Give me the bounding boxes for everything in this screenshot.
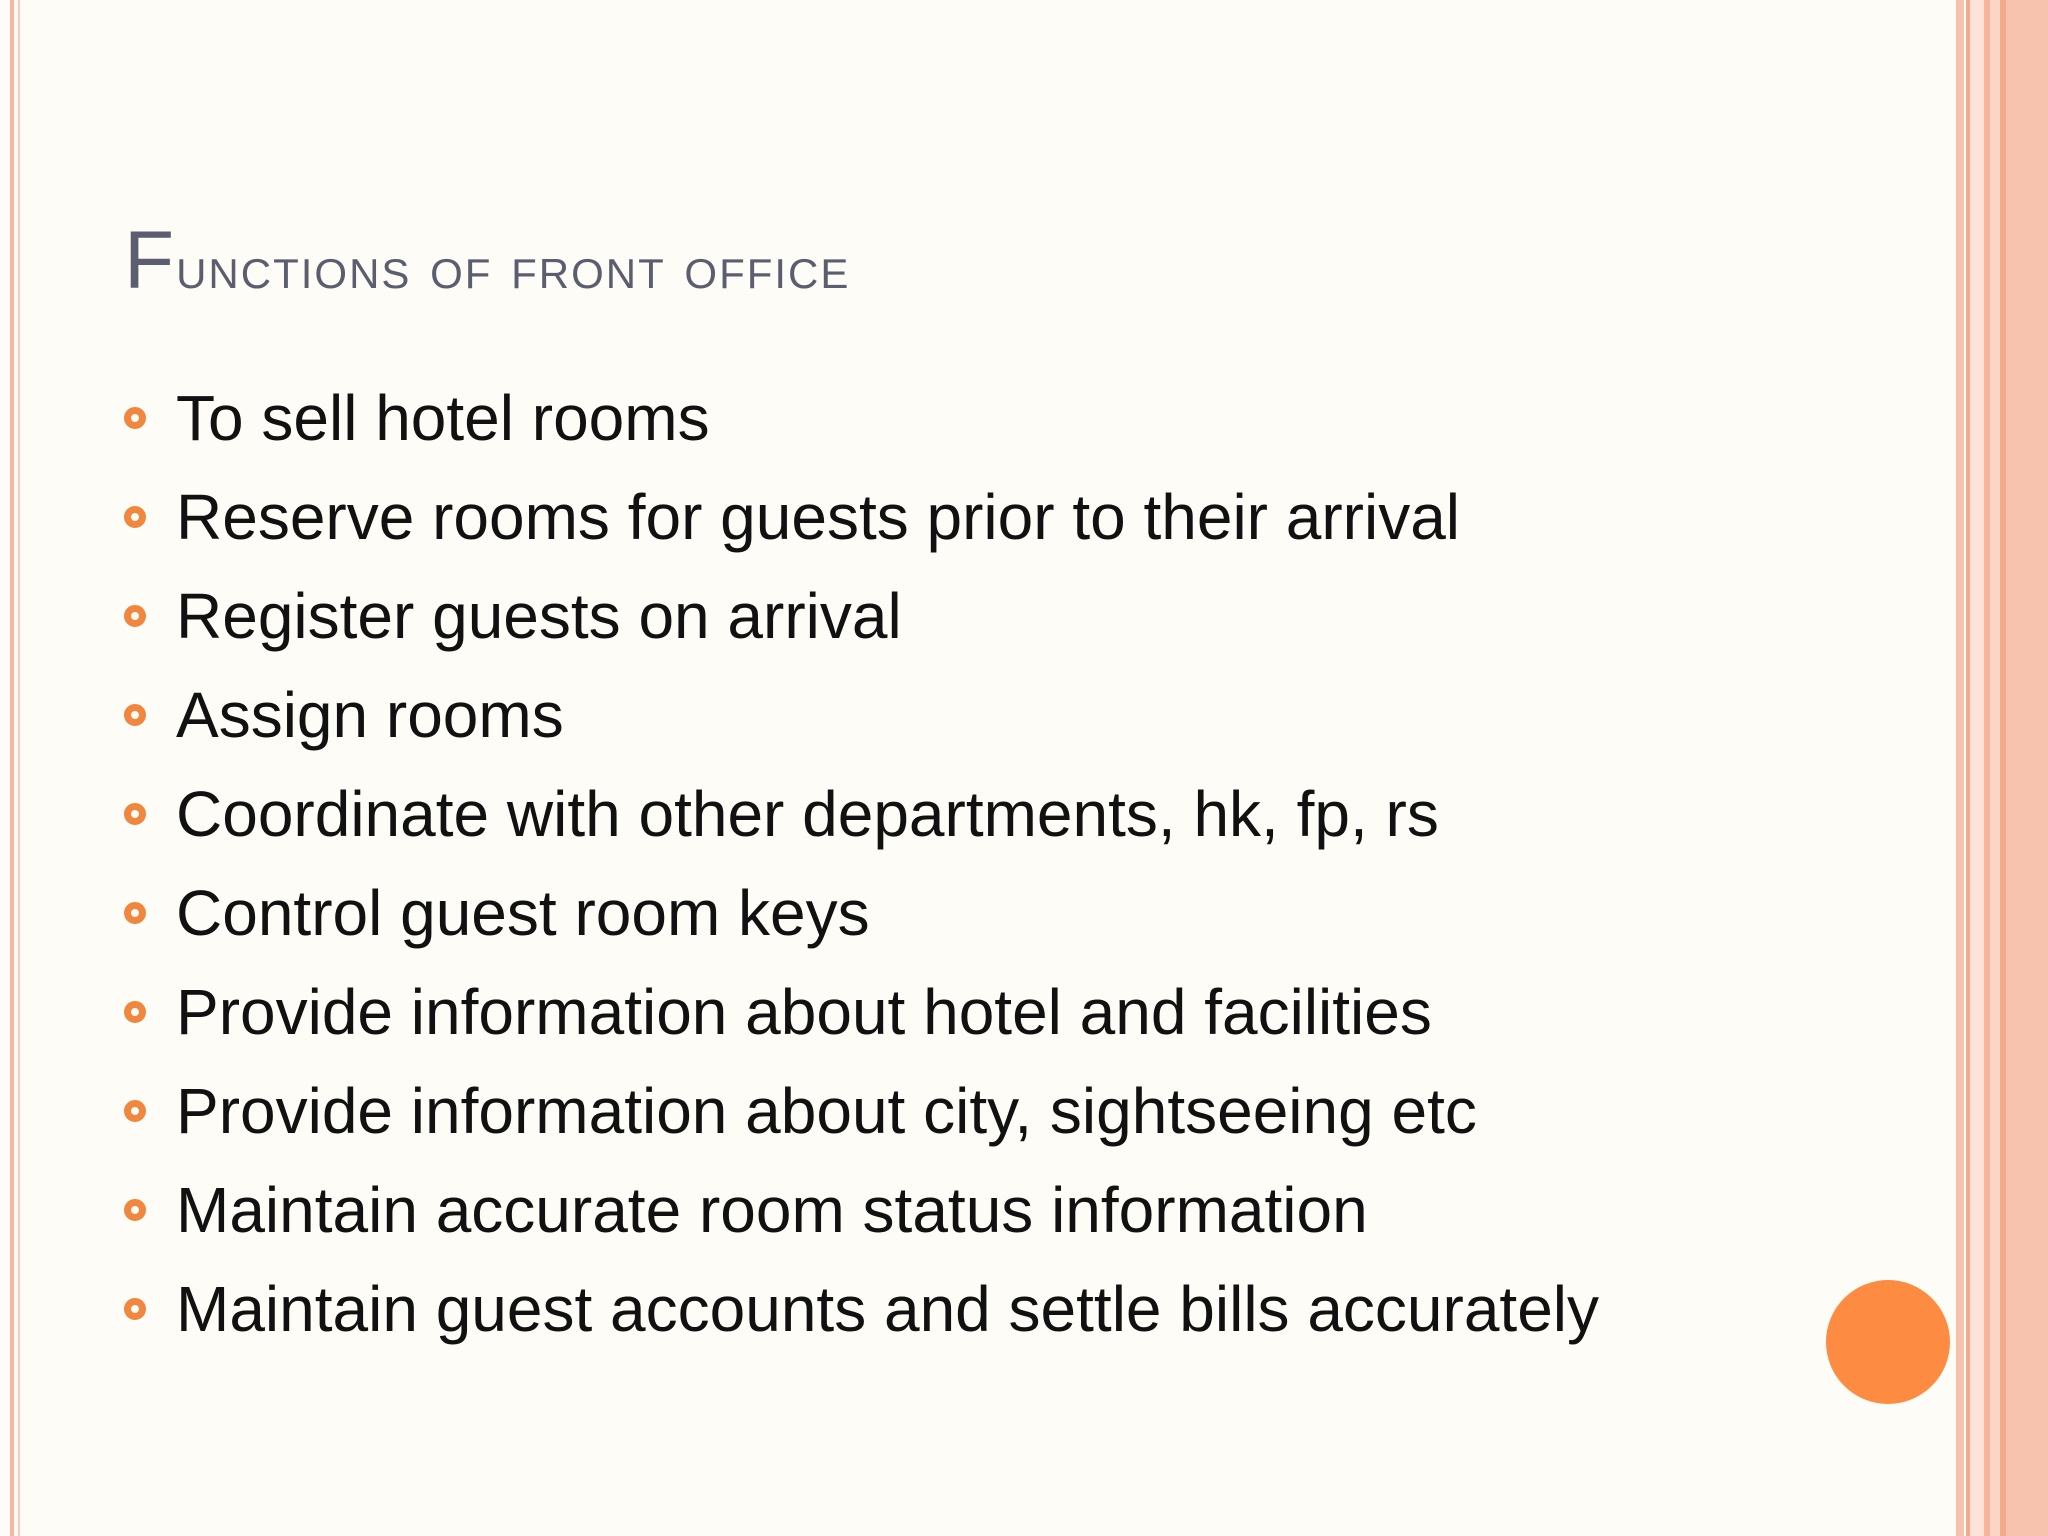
bullet-circle-icon [124,1298,146,1320]
bullet-list [124,368,1599,1358]
orange-circle-decor [1826,1280,1950,1404]
list-item [124,566,1599,665]
right-decor-band [1990,0,2000,1536]
bullet-text: To sell hotel rooms [176,381,710,454]
bullet-text: Coordinate with other departments, hk, fp, rs [176,777,1439,850]
slide-title [124,214,850,308]
left-border-line [10,0,14,1536]
bullet-circle-icon [124,704,146,726]
bullet-circle-icon [124,902,146,924]
list-item [124,467,1599,566]
bullet-text: Assign rooms [176,678,564,751]
bullet-text: Maintain accurate room status information [176,1173,1368,1246]
bullet-circle-icon [124,506,146,528]
bullet-text: Provide information about city, sightseeing etc [176,1074,1477,1147]
bullet-circle-icon [124,605,146,627]
bullet-text: Reserve rooms for guests prior to their arrival [176,480,1460,553]
list-item [124,863,1599,962]
right-decor-band [1956,0,1964,1536]
slide-title-initial: F [124,215,177,306]
list-item [124,1259,1599,1358]
list-item [124,368,1599,467]
list-item [124,962,1599,1061]
list-item [124,1061,1599,1160]
bullet-text: Maintain guest accounts and settle bills accurately [176,1272,1599,1345]
bullet-text: Control guest room keys [176,876,870,949]
slide-title-rest: unctions of front office [176,234,851,301]
left-border-line-inner [18,0,20,1536]
bullet-circle-icon [124,1100,146,1122]
right-decor-band [2006,0,2048,1536]
list-item [124,665,1599,764]
bullet-text: Provide information about hotel and facilities [176,975,1432,1048]
bullet-text: Register guests on arrival [176,579,902,652]
bullet-circle-icon [124,407,146,429]
right-decor-band [1970,0,1984,1536]
list-item [124,764,1599,863]
bullet-circle-icon [124,1199,146,1221]
bullet-circle-icon [124,1001,146,1023]
list-item [124,1160,1599,1259]
bullet-circle-icon [124,803,146,825]
